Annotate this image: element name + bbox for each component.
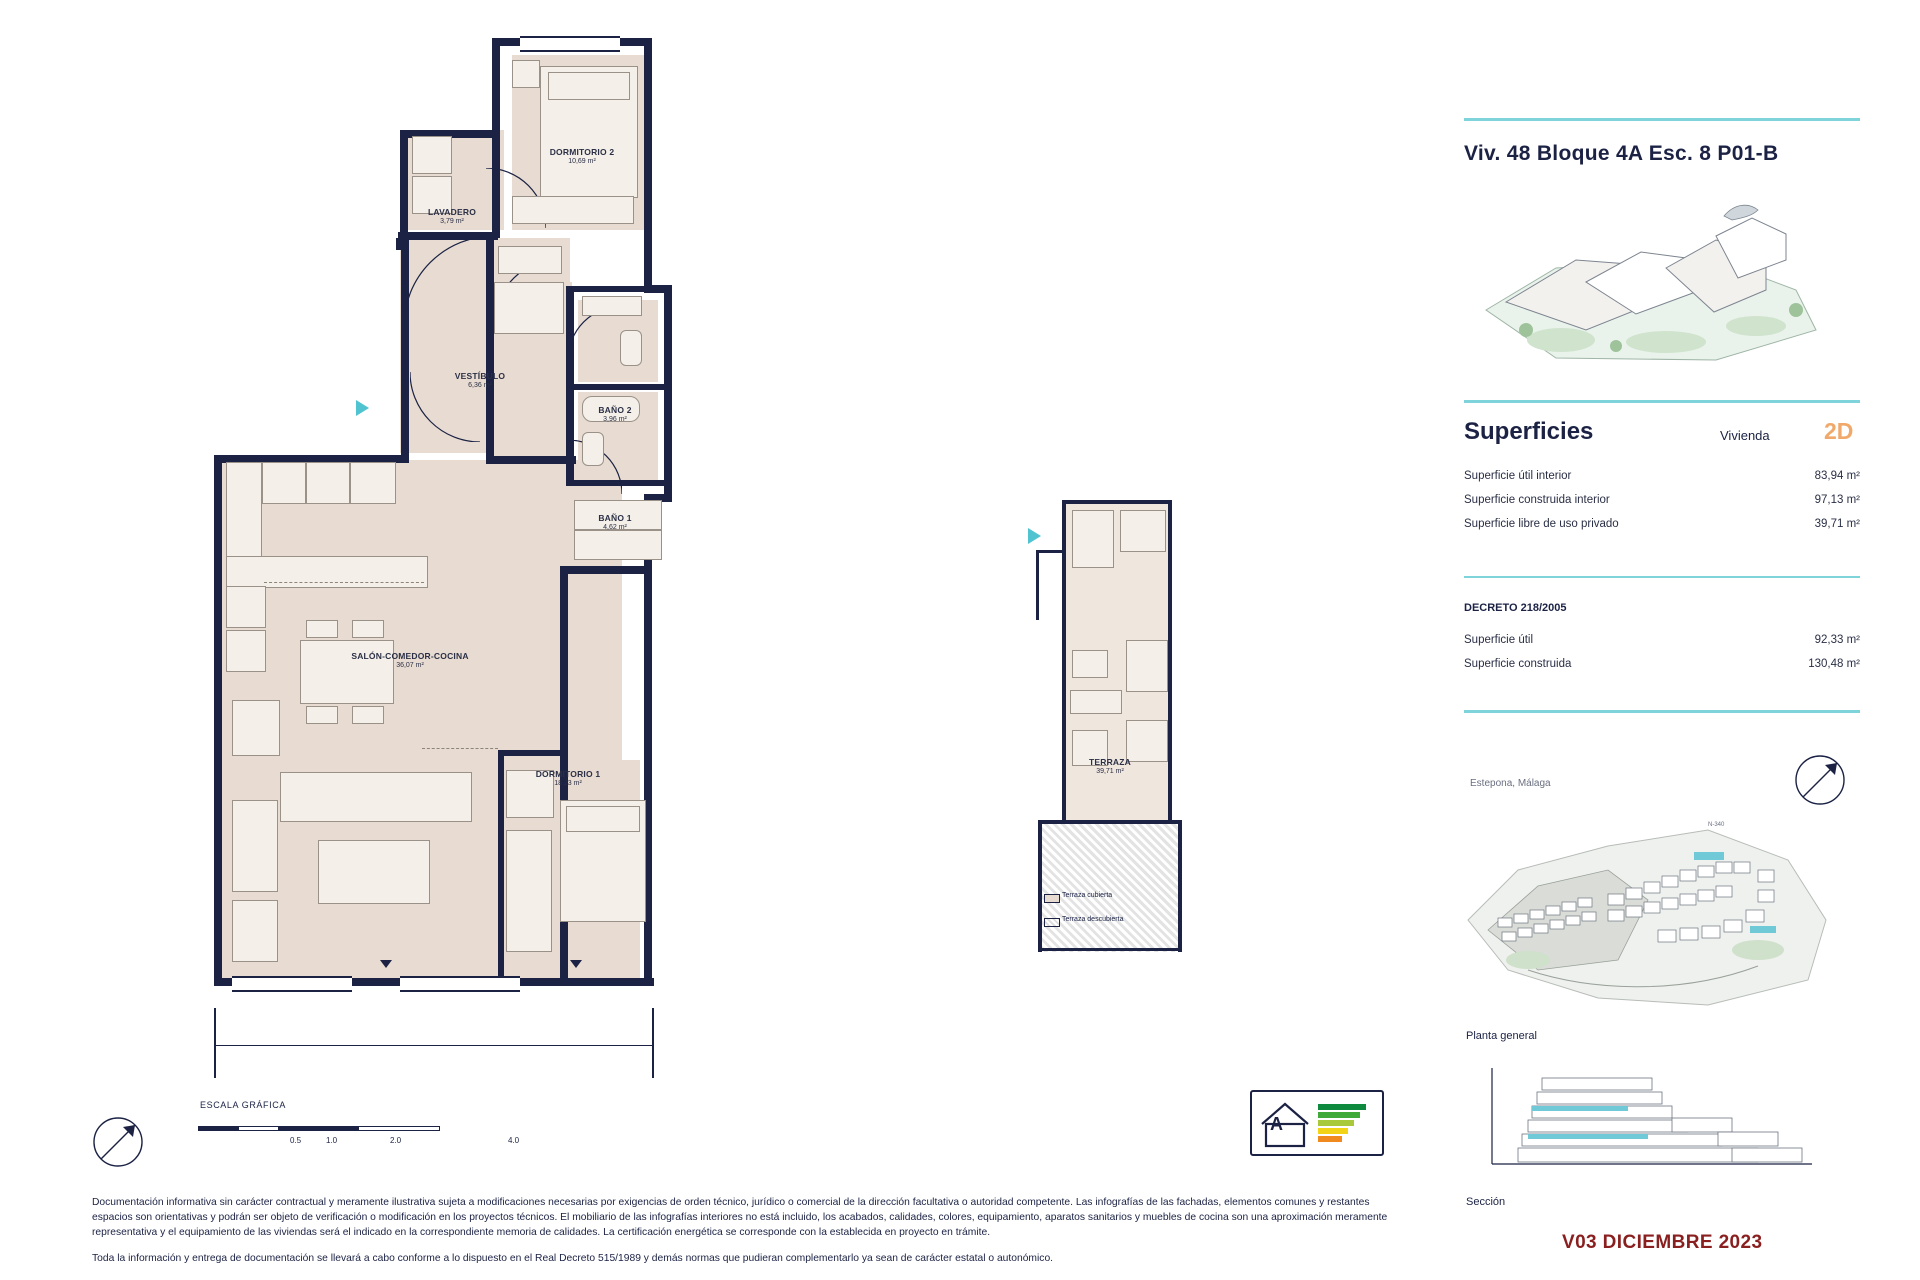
- terrace-keyplan: [1000, 490, 1220, 1050]
- building-illustration: [1466, 190, 1862, 370]
- decree-label: Superficie útil: [1464, 634, 1534, 646]
- page-title: Viv. 48 Bloque 4A Esc. 8 P01-B: [1464, 142, 1779, 165]
- info-panel: [1452, 0, 1872, 1280]
- scale-seg: [358, 1126, 440, 1131]
- furniture-nightstand: [512, 60, 540, 88]
- wall: [396, 238, 404, 250]
- furniture-coffee-table: [318, 840, 430, 904]
- decree-value: 92,33 m²: [1814, 634, 1860, 646]
- wall: [498, 750, 560, 756]
- legend-swatch-covered: [1044, 894, 1060, 903]
- wall: [1038, 820, 1182, 824]
- wall: [1038, 820, 1042, 952]
- furniture-pillow: [566, 806, 640, 832]
- furniture-sink: [306, 462, 350, 504]
- energy-bar: [1318, 1112, 1360, 1118]
- surface-label: Superficie útil interior: [1464, 470, 1572, 482]
- room-label-lavadero: LAVADERO 3,79 m²: [427, 207, 477, 225]
- decree-value: 130,48 m²: [1808, 658, 1860, 670]
- wall: [214, 455, 222, 985]
- house-icon: [1258, 1096, 1312, 1150]
- scale-seg: [198, 1126, 238, 1131]
- furniture-wardrobe: [512, 196, 634, 224]
- furniture-cabinet: [226, 586, 266, 628]
- window: [400, 976, 520, 992]
- energy-bar: [1318, 1120, 1354, 1126]
- furniture-sofa: [280, 772, 472, 822]
- window: [232, 976, 352, 992]
- furniture-table: [1072, 650, 1108, 678]
- decree-title: DECRETO 218/2005: [1464, 602, 1567, 614]
- scale-seg: [238, 1126, 280, 1131]
- scale-tick-1: 1.0: [326, 1136, 338, 1145]
- furniture-bed: [1072, 510, 1114, 568]
- surface-value: 97,13 m²: [1814, 494, 1860, 506]
- divider: [1464, 710, 1860, 713]
- furniture-cabinet: [226, 630, 266, 672]
- svg-text:N-340: N-340: [1708, 822, 1725, 828]
- energy-rating-badge: [1250, 1090, 1384, 1156]
- door-swing-icon: [404, 236, 496, 328]
- wall: [1062, 500, 1172, 504]
- projection-line: [214, 1045, 654, 1046]
- furniture-chair: [306, 706, 338, 724]
- furniture-closet: [574, 530, 662, 560]
- room-label-dormitorio2: DORMITORIO 2 10,69 m²: [549, 147, 615, 165]
- energy-bar: [1318, 1128, 1348, 1134]
- scale-tick-2: 2.0: [390, 1136, 402, 1145]
- legend-swatch-uncovered: [1044, 918, 1060, 927]
- wall: [560, 566, 652, 574]
- furniture-toilet: [620, 330, 642, 366]
- direction-marker-icon: [380, 960, 392, 968]
- room-label-vestibulo: VESTÍBULO 6,36 m²: [454, 371, 506, 389]
- surface-label: Superficie libre de uso privado: [1464, 518, 1619, 530]
- scale-title: ESCALA GRÁFICA: [200, 1100, 286, 1110]
- divider-line: [422, 748, 498, 749]
- wall: [1036, 550, 1039, 620]
- furniture-tv-unit: [232, 700, 280, 756]
- section-drawing: [1482, 1060, 1842, 1190]
- furniture-sink: [582, 296, 642, 316]
- furniture-fridge: [350, 462, 396, 504]
- scale-graphic: [90, 1100, 520, 1170]
- legal-paragraph-1: Documentación informativa sin carácter contractual y meramente ilustrativa sujeta a modificaciones necesarias por exigencias de orden técnico, jurídico o comercial de la dirección facultativa o autoridad competente. Las infografías de las fachadas, elementos comunes y restantes espacios son orientativas y podrán ser objeto de verificación o modificación en los proyectos técnicos. El mobiliario de las infografías interiores no está incluido, los acabados, calidades, colores, equipamiento, aparatos sanitarios y muebles de cocina son una aproximación meramente representativa y el equipamiento de las viviendas será el indicado en la correspondiente memoria de calidades. La certificación energética se corresponde con la establecida en proyecto en trámite.: [92, 1197, 1388, 1238]
- wall: [486, 456, 576, 464]
- room-label-bano2: BAÑO 2 3,96 m²: [598, 405, 632, 423]
- site-plan-caption: Planta general: [1466, 1030, 1537, 1042]
- furniture-island: [226, 556, 428, 588]
- room-label-bano1: BAÑO 1 4,62 m²: [598, 513, 632, 531]
- room-label-terraza: TERRAZA 39,71 m²: [1088, 757, 1131, 775]
- site-plan: [1458, 790, 1862, 1020]
- scale-seg: [278, 1126, 358, 1131]
- furniture-wardrobe: [1126, 720, 1168, 762]
- entry-arrow-icon: [1028, 528, 1041, 544]
- terrace-hatch: [1040, 822, 1180, 952]
- furniture-washer: [412, 136, 452, 174]
- legend-covered-label: Terraza cubierta: [1062, 892, 1113, 899]
- dwelling-type: 2D: [1824, 418, 1854, 444]
- furniture-wardrobe: [506, 830, 552, 952]
- furniture-hob: [262, 462, 306, 504]
- energy-bar: [1318, 1104, 1366, 1110]
- direction-marker-icon: [570, 960, 582, 968]
- divider: [1464, 400, 1860, 403]
- furniture-sofa: [1070, 690, 1122, 714]
- dwelling-label: Vivienda: [1720, 428, 1770, 443]
- room-label-dormitorio1: DORMITORIO 1 18,23 m²: [535, 769, 601, 787]
- furniture-closet: [1120, 510, 1166, 552]
- north-compass-icon: [90, 1114, 146, 1170]
- energy-letter: A: [1270, 1114, 1283, 1134]
- divider: [1464, 576, 1860, 578]
- divider: [1464, 118, 1860, 121]
- furniture-chair: [352, 706, 384, 724]
- surface-label: Superficie construida interior: [1464, 494, 1610, 506]
- furniture-toilet: [582, 432, 604, 466]
- wall: [664, 285, 672, 500]
- scale-tick-3: 4.0: [508, 1136, 520, 1145]
- energy-bar: [1318, 1136, 1342, 1142]
- furniture-bed: [1126, 640, 1168, 692]
- location-label: Estepona, Málaga: [1470, 778, 1551, 789]
- projection-line: [214, 1008, 216, 1078]
- wall: [1178, 820, 1182, 952]
- wall: [566, 286, 666, 292]
- surface-value: 39,71 m²: [1814, 518, 1860, 530]
- room-label-salon: SALÓN-COMEDOR-COCINA 36,07 m²: [351, 651, 469, 669]
- furniture-closet: [494, 282, 564, 334]
- furniture-closet: [498, 246, 562, 274]
- decree-label: Superficie construida: [1464, 658, 1572, 670]
- projection-line: [652, 1008, 654, 1078]
- surfaces-heading: Superficies: [1464, 418, 1594, 445]
- wall: [566, 384, 666, 390]
- scale-tick-0: 0.5: [290, 1136, 302, 1145]
- wall: [1036, 550, 1066, 553]
- furniture-pillow: [548, 72, 630, 100]
- section-caption: Sección: [1466, 1196, 1506, 1208]
- wall: [1038, 948, 1182, 951]
- furniture-side-unit: [232, 900, 278, 962]
- furniture-armchair: [232, 800, 278, 892]
- divider-line: [264, 582, 424, 583]
- furniture-chair: [306, 620, 338, 638]
- surface-value: 83,94 m²: [1814, 470, 1860, 482]
- legal-paragraph-2: Toda la información y entrega de documentación se llevará a cabo conforme a lo dispuesto en el Real Decreto 515/1989 y demás normas que pudieran complementarlo ya sean de carácter estatal o autonómico.: [92, 1253, 1054, 1264]
- furniture-chair: [352, 620, 384, 638]
- entry-arrow-icon: [356, 400, 369, 416]
- window: [520, 36, 620, 52]
- version-label: V03 DICIEMBRE 2023: [1562, 1232, 1763, 1253]
- legend-uncovered-label: Terraza descubierta: [1062, 916, 1124, 923]
- wall: [644, 566, 652, 986]
- furniture-dining-table: [300, 640, 394, 704]
